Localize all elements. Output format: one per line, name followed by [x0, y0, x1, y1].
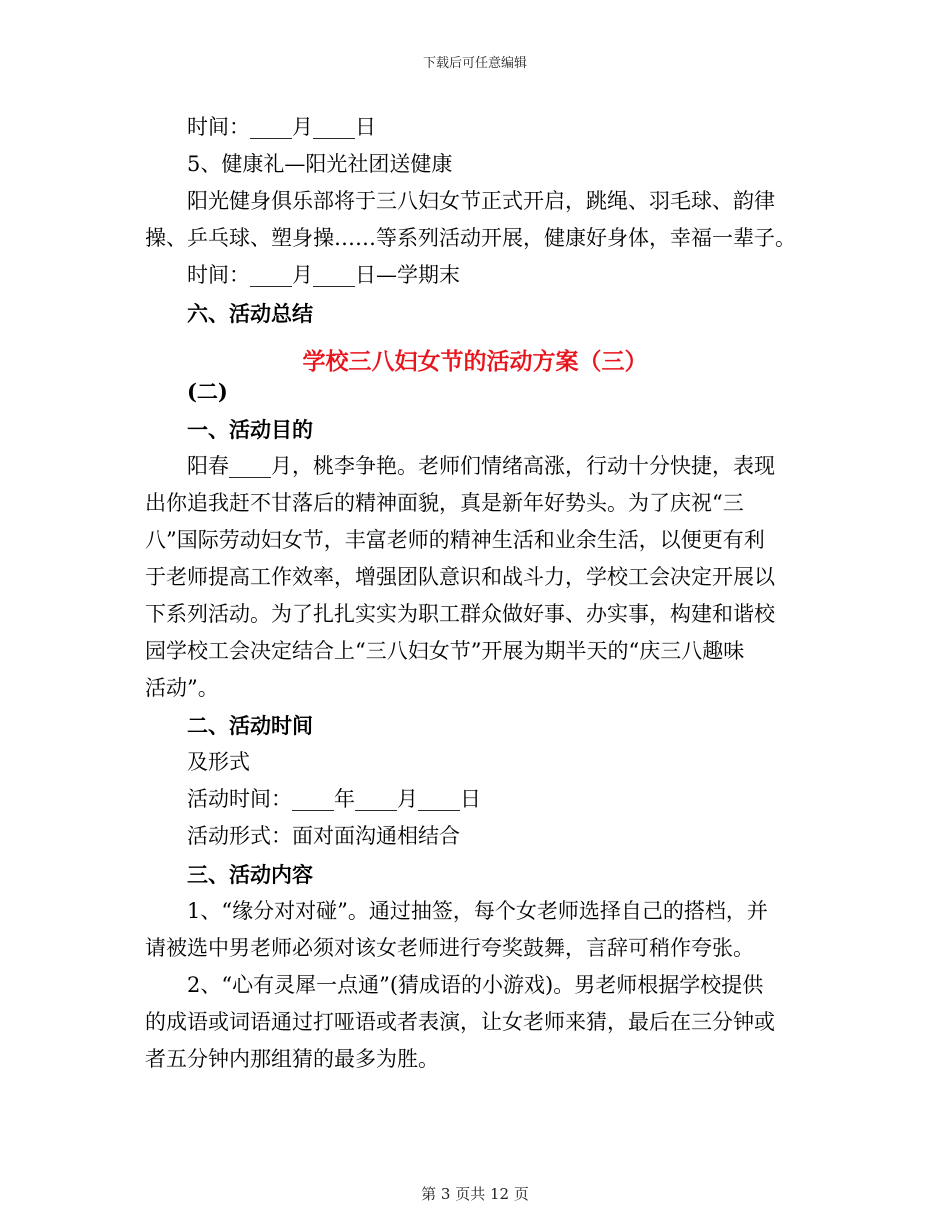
time-line: 时间：____月____日—学期末 — [187, 263, 460, 287]
section-heading: 三、活动内容 — [187, 862, 313, 887]
paragraph-line: 操、乒乓球、塑身操……等系列活动开展，健康好身体，幸福一辈子。 — [145, 226, 796, 250]
paragraph-line: 下系列活动。为了扎扎实实为职工群众做好事、办实事，构建和谐校 — [145, 602, 775, 626]
paragraph-line: 者五分钟内那组猜的最多为胜。 — [145, 1047, 439, 1071]
paragraph-line: 阳春____月，桃李争艳。老师们情绪高涨，行动十分快捷，表现 — [187, 454, 775, 478]
paragraph-line: 2、“心有灵犀一点通”(猜成语的小游戏)。男老师根据学校提供 — [187, 973, 764, 997]
paragraph-line: 1、“缘分对对碰”。通过抽签，每个女老师选择自己的搭档，并 — [187, 899, 768, 923]
paragraph-line: 请被选中男老师必须对该女老师进行夸奖鼓舞，言辞可稍作夸张。 — [145, 936, 754, 960]
paragraph-line: 出你追我赶不甘落后的精神面貌，真是新年好势头。为了庆祝“三 — [145, 491, 744, 515]
paragraph-line: 及形式 — [187, 750, 250, 774]
time-line: 时间：____月____日 — [187, 115, 376, 139]
activity-time-line: 活动时间：____年____月____日 — [187, 787, 481, 811]
paragraph-line: 八”国际劳动妇女节，丰富老师的精神生活和业余生活，以便更有利 — [145, 528, 765, 552]
page-footer: 第 3 页共 12 页 — [421, 1185, 529, 1203]
page-header: 下载后可任意编辑 — [422, 56, 527, 71]
section-heading: 一、活动目的 — [187, 417, 313, 442]
section-heading: 六、活动总结 — [187, 301, 313, 326]
paragraph-line: 于老师提高工作效率，增强团队意识和战斗力，学校工会决定开展以 — [145, 565, 775, 589]
section-heading: 二、活动时间 — [187, 713, 313, 738]
paragraph-line: 阳光健身俱乐部将于三八妇女节正式开启，跳绳、羽毛球、韵律 — [187, 189, 775, 213]
paragraph-line: 园学校工会决定结合上“三八妇女节”开展为期半天的“庆三八趣味 — [145, 639, 745, 663]
paragraph-line: 活动”。 — [145, 676, 219, 700]
item-5-heading: 5、健康礼—阳光社团送健康 — [187, 152, 453, 176]
activity-form-line: 活动形式：面对面沟通相结合 — [187, 824, 460, 848]
subsection-label: (二) — [187, 379, 228, 404]
paragraph-line: 的成语或词语通过打哑语或者表演，让女老师来猜，最后在三分钟或 — [145, 1010, 775, 1034]
document-title: 学校三八妇女节的活动方案（三） — [302, 348, 648, 375]
